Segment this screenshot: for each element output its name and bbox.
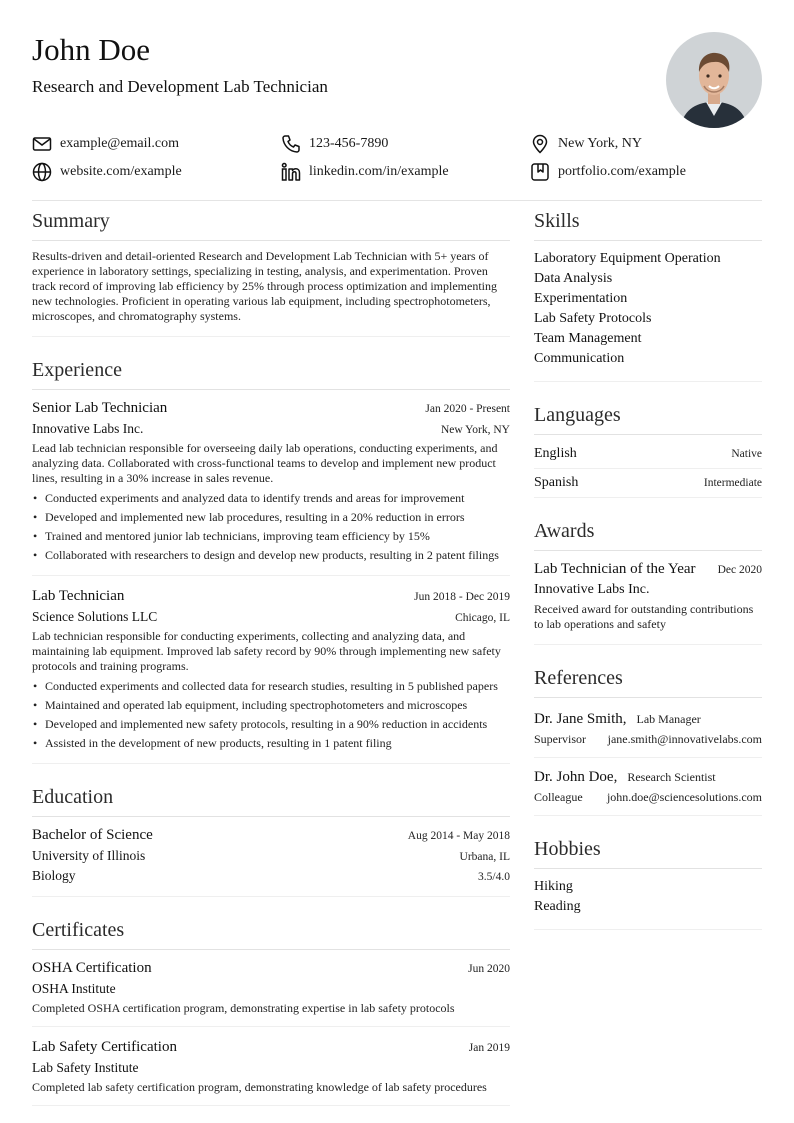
degree: Bachelor of Science bbox=[32, 827, 153, 843]
reference-relation: Colleague bbox=[534, 790, 583, 804]
company-name: Innovative Labs Inc. bbox=[32, 421, 144, 436]
mail-icon bbox=[32, 134, 52, 154]
award-name: Lab Technician of the Year bbox=[534, 561, 696, 577]
reference-position: Research Scientist bbox=[627, 770, 716, 784]
award-entry bbox=[534, 559, 762, 644]
certificate-date: Jun 2020 bbox=[468, 963, 510, 975]
skill-item: Experimentation bbox=[534, 291, 628, 306]
gpa: 3.5/4.0 bbox=[478, 871, 510, 883]
languages-section bbox=[534, 402, 762, 498]
experience-entry bbox=[32, 398, 510, 575]
contact-location bbox=[530, 134, 762, 154]
certificate-description: Completed OSHA certification program, demonstrating expertise in lab safety protocols bbox=[32, 1001, 455, 1015]
achievement-item: • Trained and mentored junior lab technicians, improving team efficiency by 15% bbox=[32, 527, 510, 546]
candidate-role: Research and Development Lab Technician bbox=[32, 77, 328, 96]
phone-text: 123-456-7890 bbox=[309, 136, 389, 151]
certificate-issuer: OSHA Institute bbox=[32, 981, 116, 996]
achievement-item: • Developed and implemented new safety protocols, resulting in a 90% reduction in accidents bbox=[32, 715, 510, 734]
education-dates: Aug 2014 - May 2018 bbox=[407, 830, 510, 842]
job-description: Lab technician responsible for conducting experiments, collecting and analyzing data, and maintaining lab equipment. Improved lab safety record by 90% through implementing new safety protocols and training programs. bbox=[32, 629, 501, 673]
linkedin-icon bbox=[281, 162, 301, 182]
main-column bbox=[32, 208, 510, 1106]
reference-position: Lab Manager bbox=[636, 712, 701, 726]
language-name: English bbox=[534, 446, 577, 461]
section-title: Skills bbox=[534, 208, 762, 241]
job-dates: Jan 2020 - Present bbox=[425, 403, 510, 415]
achievement-item: • Collaborated with researchers to design and develop new products, resulting in 2 patent filings bbox=[32, 546, 510, 565]
skill-item: Team Management bbox=[534, 331, 642, 346]
education-section bbox=[32, 784, 510, 897]
certificate-date: Jan 2019 bbox=[468, 1042, 510, 1054]
awards-section bbox=[534, 518, 762, 645]
location-pin-icon bbox=[530, 134, 550, 154]
experience-entry bbox=[32, 575, 510, 763]
reference-name: Dr. Jane Smith, bbox=[534, 711, 627, 727]
language-level: Intermediate bbox=[703, 477, 762, 489]
contact-website[interactable] bbox=[32, 162, 281, 182]
globe-icon bbox=[32, 162, 52, 182]
certificate-entry bbox=[32, 958, 510, 1026]
achievement-list bbox=[32, 677, 510, 753]
reference-email[interactable]: john.doe@sciencesolutions.com bbox=[606, 790, 762, 804]
linkedin-text: linkedin.com/in/example bbox=[309, 164, 449, 179]
reference-email[interactable]: jane.smith@innovativelabs.com bbox=[607, 732, 762, 746]
portfolio-icon bbox=[530, 162, 550, 182]
skill-item: Communication bbox=[534, 351, 625, 366]
hobbies-section bbox=[534, 836, 762, 930]
section-title: Hobbies bbox=[534, 836, 762, 869]
hobby-item: Hiking bbox=[534, 879, 573, 894]
contact-portfolio[interactable] bbox=[530, 162, 762, 182]
skill-item: Data Analysis bbox=[534, 271, 613, 286]
field-of-study: Biology bbox=[32, 868, 76, 883]
section-title: Education bbox=[32, 784, 510, 817]
section-title: Languages bbox=[534, 402, 762, 435]
location-text: New York, NY bbox=[558, 136, 643, 151]
school-location: Urbana, IL bbox=[459, 851, 510, 863]
header-divider bbox=[32, 200, 762, 201]
section-title: References bbox=[534, 665, 762, 698]
portfolio-text: portfolio.com/example bbox=[558, 164, 686, 179]
education-entry bbox=[32, 825, 510, 896]
language-level: Native bbox=[731, 448, 762, 460]
skill-item: Lab Safety Protocols bbox=[534, 311, 652, 326]
certificate-description: Completed lab safety certification program, demonstrating knowledge of lab safety procedures bbox=[32, 1080, 487, 1094]
experience-section bbox=[32, 357, 510, 764]
achievement-list bbox=[32, 489, 510, 565]
certificate-name: Lab Safety Certification bbox=[32, 1039, 177, 1055]
skills-list bbox=[534, 249, 762, 381]
section-title: Awards bbox=[534, 518, 762, 551]
summary-section bbox=[32, 208, 510, 337]
reference-entry bbox=[534, 706, 762, 757]
job-location: Chicago, IL bbox=[455, 612, 510, 624]
reference-entry bbox=[534, 757, 762, 815]
certificate-entry bbox=[32, 1026, 510, 1105]
hobby-item: Reading bbox=[534, 899, 581, 914]
section-title: Certificates bbox=[32, 917, 510, 950]
job-title: Lab Technician bbox=[32, 588, 125, 604]
hobby-list bbox=[534, 877, 762, 929]
award-organization: Innovative Labs Inc. bbox=[534, 582, 650, 597]
phone-icon bbox=[281, 134, 301, 154]
candidate-name: John Doe bbox=[32, 32, 150, 67]
website-text: website.com/example bbox=[60, 164, 182, 179]
achievement-item: • Maintained and operated lab equipment, including spectrophotometers and microscopes bbox=[32, 696, 510, 715]
achievement-item: • Conducted experiments and collected data for research studies, resulting in 5 published papers bbox=[32, 677, 510, 696]
achievement-item: • Assisted in the development of new products, resulting in 1 patent filing bbox=[32, 734, 510, 753]
job-location: New York, NY bbox=[440, 424, 510, 436]
language-item bbox=[534, 443, 762, 468]
section-title: Summary bbox=[32, 208, 510, 241]
job-description: Lead lab technician responsible for overseeing daily lab operations, conducting experiments, and analyzing data. Collaborated with cross-functional teams to develop and implement new product lines, resulting in a 30% increase in sales revenue. bbox=[32, 441, 498, 485]
reference-name: Dr. John Doe, bbox=[534, 769, 618, 785]
reference-relation: Supervisor bbox=[534, 732, 586, 746]
email-text: example@email.com bbox=[60, 136, 180, 151]
references-section bbox=[534, 665, 762, 816]
school-name: University of Illinois bbox=[32, 848, 146, 863]
summary-text: Results-driven and detail-oriented Research and Development Lab Technician with 5+ years of experience in laboratory settings, specializing in testing, analysis, and experimentation. Proven track record of improving lab efficiency by 25% through process optimization and implementing new technologies. Proficient in operating various lab equipment, including spectrophotometers, microscopes, and chromatography systems. bbox=[32, 249, 497, 323]
certificate-issuer: Lab Safety Institute bbox=[32, 1060, 139, 1075]
job-title: Senior Lab Technician bbox=[32, 400, 168, 416]
certificates-section bbox=[32, 917, 510, 1106]
profile-photo bbox=[666, 32, 762, 128]
contact-phone[interactable] bbox=[281, 134, 530, 154]
contact-email[interactable] bbox=[32, 134, 281, 154]
section-title: Experience bbox=[32, 357, 510, 390]
skill-item: Laboratory Equipment Operation bbox=[534, 251, 721, 266]
award-date: Dec 2020 bbox=[717, 564, 762, 576]
language-name: Spanish bbox=[534, 475, 579, 490]
job-dates: Jun 2018 - Dec 2019 bbox=[414, 591, 510, 603]
side-column bbox=[534, 208, 762, 930]
contact-linkedin[interactable] bbox=[281, 162, 530, 182]
achievement-item: • Conducted experiments and analyzed data to identify trends and areas for improvement bbox=[32, 489, 510, 508]
achievement-item: • Developed and implemented new lab procedures, resulting in a 20% reduction in errors bbox=[32, 508, 510, 527]
certificate-name: OSHA Certification bbox=[32, 960, 152, 976]
language-item bbox=[534, 468, 762, 497]
contact-info bbox=[32, 134, 762, 182]
award-description: Received award for outstanding contributions to lab operations and safety bbox=[534, 602, 754, 631]
skills-section bbox=[534, 208, 762, 382]
company-name: Science Solutions LLC bbox=[32, 609, 158, 624]
